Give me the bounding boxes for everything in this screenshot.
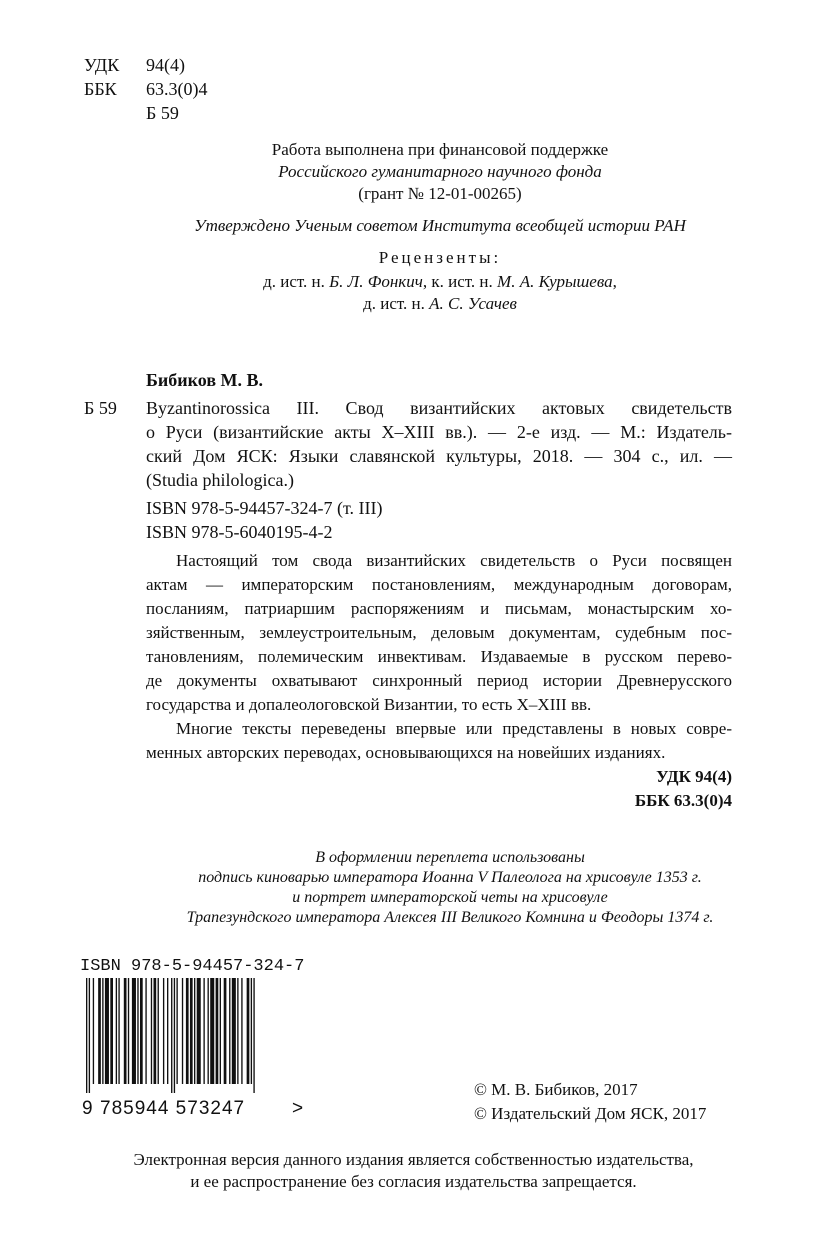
barcode-bar xyxy=(118,978,119,1084)
author-mark: Б 59 xyxy=(146,103,179,123)
notice-line-1: Электронная версия данного издания является собственностью издательства, xyxy=(133,1150,694,1169)
barcode-bar xyxy=(182,978,183,1084)
barcode-bar xyxy=(251,978,252,1084)
barcode-bar xyxy=(132,978,136,1084)
barcode-bar xyxy=(128,978,129,1084)
notice-line-2: и ее распространение без согласия издательства запрещается. xyxy=(190,1172,637,1191)
biblio-line: ский Дом ЯСК: Языки славянской культуры, 2018. — 304 с., ил. — xyxy=(146,446,732,466)
reviewer-degree-2: , к. ист. н. xyxy=(422,272,493,291)
barcode-bar xyxy=(247,978,250,1084)
cover-note-line-1: В оформлении переплета использованы xyxy=(315,849,585,866)
barcode-bar xyxy=(102,978,103,1084)
biblio-author: Бибиков М. В. xyxy=(146,370,264,390)
barcode-bar xyxy=(229,978,230,1084)
barcode-bar xyxy=(110,978,113,1084)
reviewers-line-1 xyxy=(160,272,720,292)
annotation-line: государства и допалеологовской Византии, то есть X–XIII вв. xyxy=(146,695,592,714)
annotation-line: Многие тексты переведены впервые или представлены в новых совре- xyxy=(176,719,732,738)
barcode-bar xyxy=(93,978,94,1084)
funding-line-3: (грант № 12-01-00265) xyxy=(358,184,522,203)
barcode-bar xyxy=(253,978,254,1093)
barcode-bar xyxy=(167,978,168,1084)
funding-line-1: Работа выполнена при финансовой поддержке xyxy=(271,140,609,159)
bbk-label: ББК xyxy=(84,79,117,99)
cover-note-line-3: и портрет императорской четы на хрисовуле xyxy=(292,889,608,906)
biblio-mark: Б 59 xyxy=(84,398,117,418)
annotation-line: менных авторских переводах, основывающихся на новейших изданиях. xyxy=(146,743,666,762)
funding-line-2: Российского гуманитарного научного фонда xyxy=(278,162,602,181)
copyright-author: © М. В. Бибиков, 2017 xyxy=(474,1080,638,1099)
barcode-bar xyxy=(203,978,204,1084)
barcode-bar xyxy=(241,978,242,1084)
annotation-line: тановлениям, полемическим инвективам. Издаваемые в русском перево- xyxy=(146,647,732,666)
reviewer-degree-1: д. ист. н. xyxy=(263,272,325,291)
annotation-line: посланиям, патриаршим распоряжениям и письмам, монастырским хо- xyxy=(146,599,732,618)
barcode-bar xyxy=(186,978,189,1084)
barcode-arrow: > xyxy=(292,1098,304,1119)
biblio-line: Byzantinorossica III. Свод византийских актовых свидетельств xyxy=(146,398,732,418)
udk-label: УДК xyxy=(84,55,120,75)
annotation-bbk: ББК 63.3(0)4 xyxy=(634,791,732,810)
barcode-first-digit: 9 xyxy=(82,1098,93,1119)
barcode-bar xyxy=(232,978,236,1084)
reviewer-name-3: А. С. Усачев xyxy=(429,294,517,313)
barcode-bar xyxy=(208,978,209,1084)
barcode-bar xyxy=(174,978,175,1093)
barcode-isbn: ISBN 978-5-94457-324-7 xyxy=(80,957,305,976)
annotation-line: Настоящий том свода византийских свидетельств о Руси посвящен xyxy=(176,551,732,570)
annotation-line: актам — императорским постановлениям, международным договорам, xyxy=(146,575,732,594)
reviewers-line-2 xyxy=(160,294,720,314)
barcode-bar xyxy=(105,978,109,1084)
barcode-bar xyxy=(197,978,201,1084)
barcode-bar xyxy=(176,978,177,1084)
isbn-1: ISBN 978-5-94457-324-7 (т. III) xyxy=(146,498,383,518)
barcode-bar xyxy=(137,978,138,1084)
reviewer-name-1: Б. Л. Фонкич xyxy=(329,272,423,291)
annotation-line: зяйственным, землеустроительным, деловым документам, судебным пос- xyxy=(146,623,732,642)
annotation-line: де документы охватывают синхронный период истории Древнерусского xyxy=(146,671,732,690)
cover-note-line-2: подпись киноварью императора Иоанна V Палеолога на хрисовуле 1353 г. xyxy=(198,869,702,886)
barcode-bar xyxy=(116,978,117,1084)
barcode-bar xyxy=(190,978,193,1084)
barcode-bar xyxy=(224,978,227,1084)
udk-value: 94(4) xyxy=(146,55,185,75)
copyright-publisher: © Издательский Дом ЯСК, 2017 xyxy=(474,1104,707,1123)
barcode-bar xyxy=(145,978,146,1084)
barcode-bar xyxy=(210,978,214,1084)
cover-note-line-4: Трапезундского императора Алексея III Великого Комнина и Феодоры 1374 г. xyxy=(186,909,714,926)
barcode-bar xyxy=(237,978,238,1084)
barcode-bar xyxy=(154,978,157,1084)
reviewer-comma: , xyxy=(612,272,617,291)
barcode-bar xyxy=(140,978,143,1084)
barcode-bar xyxy=(216,978,219,1084)
barcode-bar xyxy=(89,978,90,1093)
barcode-bar xyxy=(163,978,164,1084)
approval-statement: Утверждено Ученым советом Института всеобщей истории РАН xyxy=(194,216,686,235)
barcode-bar xyxy=(86,978,87,1093)
barcode-bar xyxy=(194,978,195,1084)
reviewer-degree-3: д. ист. н. xyxy=(363,294,425,313)
reviewers-heading: Рецензенты: xyxy=(378,248,502,267)
biblio-line: (Studia philologica.) xyxy=(146,470,294,490)
barcode-image xyxy=(84,978,314,1093)
barcode-bar xyxy=(98,978,101,1084)
biblio-line: о Руси (византийские акты X–XIII вв.). — 2-е изд. — М.: Издатель- xyxy=(146,422,732,442)
barcode-bar xyxy=(220,978,221,1084)
bbk-value: 63.3(0)4 xyxy=(146,79,208,99)
isbn-2: ISBN 978-5-6040195-4-2 xyxy=(146,522,333,542)
barcode-digits: 785944 573247 xyxy=(100,1098,246,1119)
barcode-bar xyxy=(158,978,159,1084)
reviewer-name-2: М. А. Курышева xyxy=(497,272,613,291)
barcode-bar xyxy=(124,978,127,1084)
barcode-bar xyxy=(171,978,172,1093)
barcode-bar xyxy=(151,978,152,1084)
annotation-udk: УДК 94(4) xyxy=(656,767,732,786)
